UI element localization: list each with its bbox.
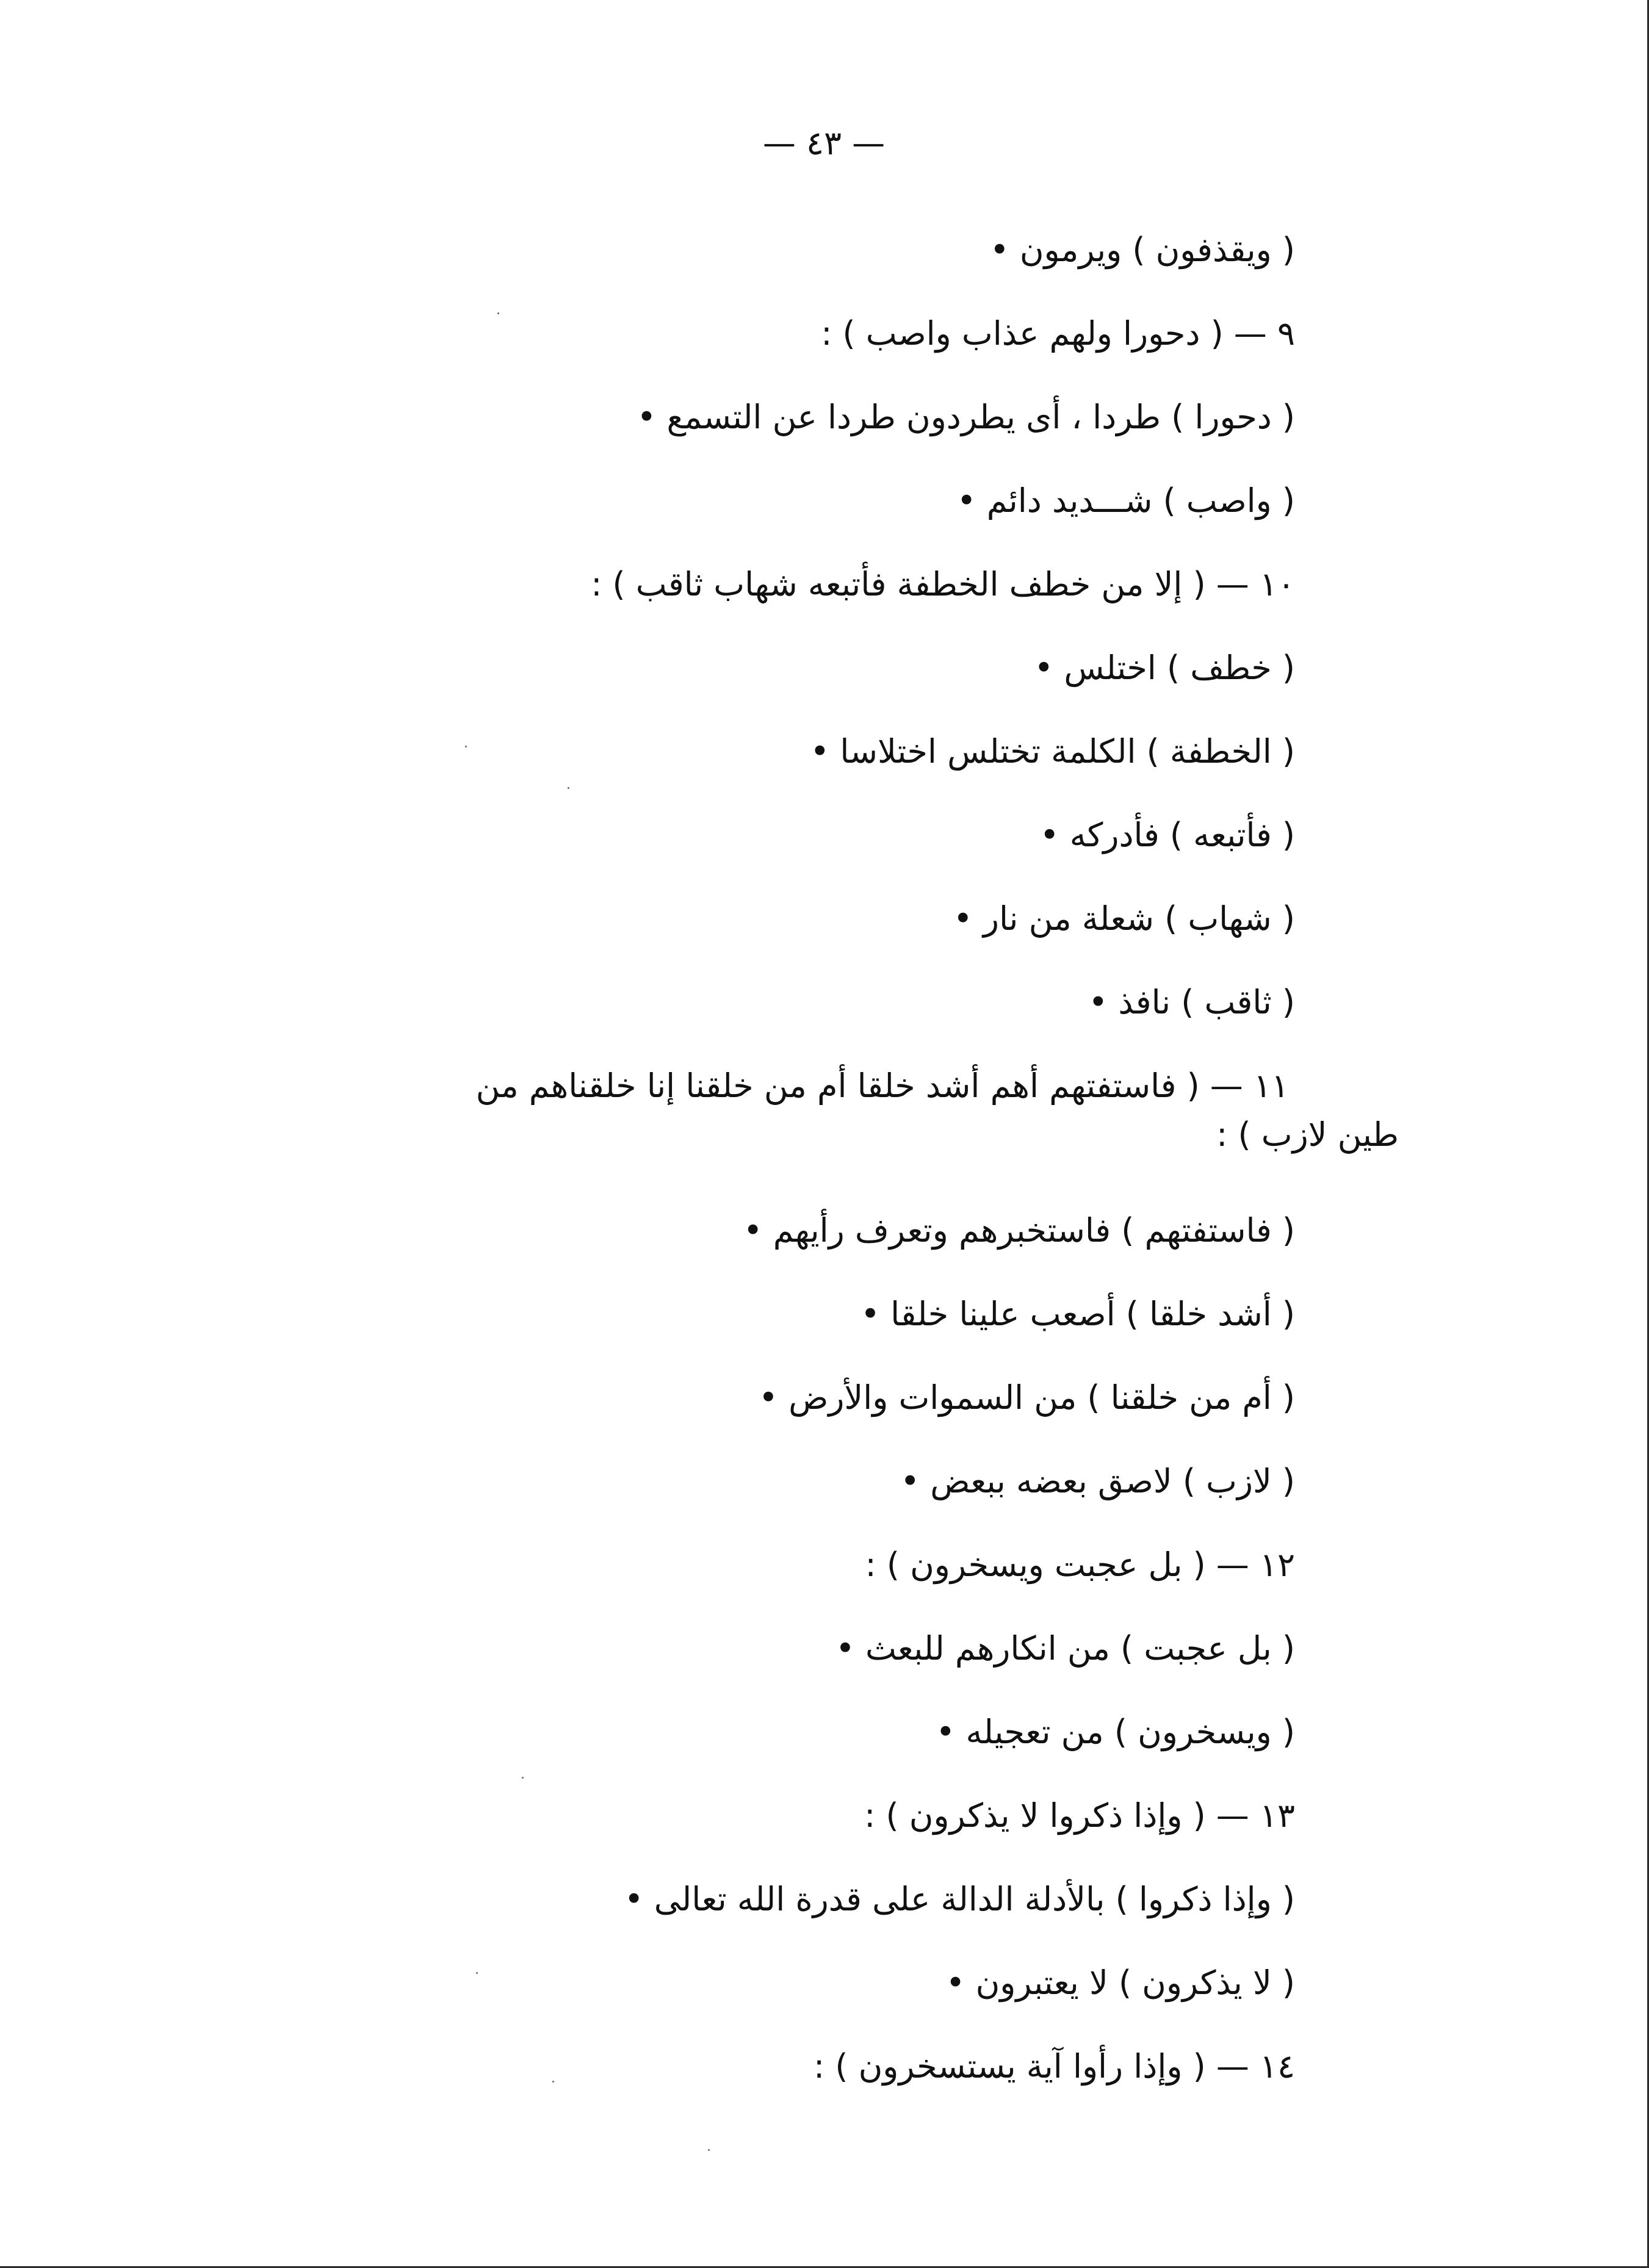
- text-line-15: ١٢ — ( بل عجبت ويسخرون ) :: [865, 1546, 1295, 1584]
- text-line-6: ( خطف ) اختلس •: [1034, 649, 1295, 687]
- text-line-12: ( أشد خلقا ) أصعب علينا خلقا •: [861, 1295, 1295, 1333]
- text-line-18: ١٣ — ( وإذا ذكروا لا يذكرون ) :: [864, 1796, 1295, 1835]
- text-line-8: ( فأتبعه ) فأدركه •: [1039, 816, 1295, 854]
- wrapped-verse-entry: [239, 1062, 1399, 1159]
- text-line-4: ( واصب ) شـــديد دائم •: [956, 481, 1295, 520]
- text-line-13: ( أم من خلقنا ) من السموات والأرض •: [759, 1378, 1295, 1417]
- text-line-7: ( الخطفة ) الكلمة تختلس اختلاسا •: [810, 732, 1295, 771]
- scan-speck: [552, 2081, 554, 2083]
- wrapped-line-one: ١١ — ( فاستفتهم أهم أشد خلقا أم من خلقنا إنا خلقناهم من: [475, 1067, 1289, 1105]
- text-line-19: ( وإذا ذكروا ) بالأدلة الدالة على قدرة الله تعالى •: [624, 1880, 1295, 1918]
- scan-speck: [708, 2149, 710, 2151]
- wrapped-line-two: طين لازب ) :: [1216, 1115, 1399, 1154]
- scan-speck: [476, 1972, 478, 1974]
- text-line-2: ٩ — ( دحورا ولهم عذاب واصب ) :: [821, 314, 1295, 353]
- text-line-16: ( بل عجبت ) من انكارهم للبعث •: [835, 1629, 1295, 1668]
- text-line-1: ( ويقذفون ) ويرمون •: [989, 231, 1295, 269]
- scan-speck: [465, 746, 467, 747]
- text-line-17: ( ويسخرون ) من تعجيله •: [936, 1713, 1295, 1751]
- scan-speck: [568, 787, 569, 789]
- text-line-3: ( دحورا ) طردا ، أى يطردون طردا عن التسمع •: [637, 398, 1295, 436]
- text-line-10: ( ثاقب ) نافذ •: [1088, 983, 1295, 1021]
- text-line-9: ( شهاب ) شعلة من نار •: [953, 899, 1295, 938]
- page-number: — ٤٣ —: [762, 124, 886, 162]
- text-line-14: ( لازب ) لاصق بعضه ببعض •: [900, 1462, 1295, 1500]
- text-line-11: ( فاستفتهم ) فاستخبرهم وتعرف رأيهم •: [743, 1211, 1295, 1250]
- text-line-21: ١٤ — ( وإذا رأوا آية يستسخرون ) :: [814, 2047, 1295, 2086]
- text-line-5: ١٠ — ( إلا من خطف الخطفة فأتبعه شهاب ثاقب ) :: [591, 565, 1295, 603]
- scan-speck: [497, 312, 499, 314]
- scan-speck: [522, 1777, 524, 1779]
- text-line-20: ( لا يذكرون ) لا يعتبرون •: [945, 1964, 1295, 2002]
